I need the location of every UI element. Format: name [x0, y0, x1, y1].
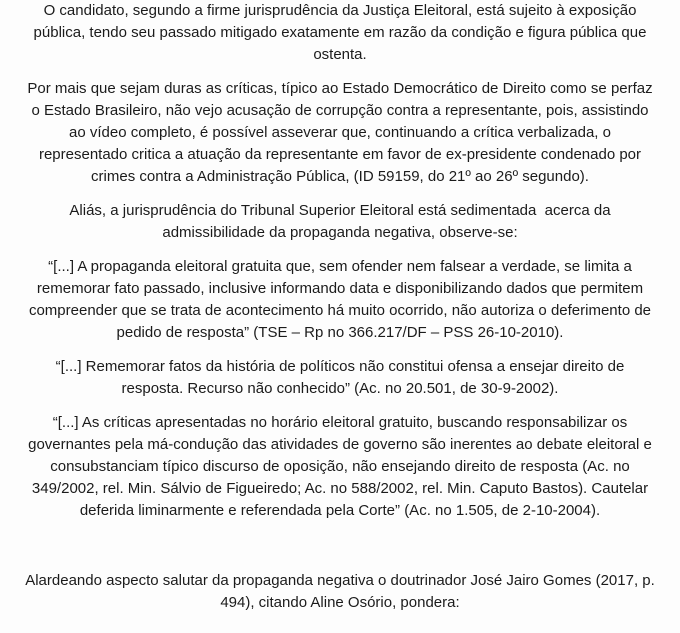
- paragraph: [20, 412, 660, 522]
- paragraph: [20, 570, 660, 614]
- text-line: resposta. Recurso não conhecido” (Ac. no 20.501, de 30-9-2002).: [121, 380, 559, 397]
- paragraph: [20, 78, 660, 188]
- paragraph: [20, 0, 660, 66]
- text-line: pública, tendo seu passado mitigado exatamente em razão da condição e figura pública que: [33, 24, 647, 41]
- text-line: o Estado Brasileiro, não vejo acusação de corrupção contra a representante, pois, assistindo: [31, 102, 649, 119]
- text-line: consubstanciam típico discurso de oposição, não ensejando direito de resposta (Ac. no: [50, 458, 630, 475]
- text-line: O candidato, segundo a firme jurisprudência da Justiça Eleitoral, está sujeito à exposição: [43, 2, 637, 19]
- text-line: “[...] Rememorar fatos da história de políticos não constitui ofensa a ensejar direito de: [55, 358, 625, 375]
- text-line: compreender que se trata de acontecimento há muito ocorrido, não autoriza o deferimento de: [28, 302, 652, 319]
- text-line: ao vídeo completo, é possível asseverar que, continuando a crítica verbalizada, o: [69, 124, 611, 141]
- paragraph: [20, 200, 660, 244]
- text-line: ostenta.: [313, 46, 367, 63]
- text-line: rememorar fato passado, inclusive informando data e disponibilizando dados que permitem: [36, 280, 644, 297]
- text-line: “[...] As críticas apresentadas no horário eleitoral gratuito, buscando responsabilizar os: [52, 414, 628, 431]
- text-line: deferida liminarmente e referendada pela Corte” (Ac. no 1.505, de 2-10-2004).: [79, 502, 601, 519]
- text-line: Alardeando aspecto salutar da propaganda negativa o doutrinador José Jairo Gomes (2017, p.: [25, 572, 655, 589]
- text-line: crimes contra a Administração Pública, (ID 59159, do 21º ao 26º segundo).: [91, 168, 589, 185]
- text-line: governantes pela má-condução das atividades de governo são inerentes ao debate eleitoral e: [28, 436, 652, 453]
- paragraph: [20, 356, 660, 400]
- text-line: 494), citando Aline Osório, pondera:: [220, 594, 460, 611]
- text-line: “[...] A propaganda eleitoral gratuita que, sem ofender nem falsear a verdade, se limita a: [48, 258, 632, 275]
- text-line: admissibilidade da propaganda negativa, observe-se:: [162, 224, 518, 241]
- text-line: 349/2002, rel. Min. Sálvio de Figueiredo; Ac. no 588/2002, rel. Min. Caputo Bastos). Cautelar: [31, 480, 649, 497]
- text-line: Aliás, a jurisprudência do Tribunal Superior Eleitoral está sedimentada acerca da: [69, 202, 611, 219]
- paragraph: [20, 256, 660, 344]
- text-line: Por mais que sejam duras as críticas, típico ao Estado Democrático de Direito como se perfaz: [27, 80, 653, 97]
- text-line: pedido de resposta” (TSE – Rp no 366.217/DF – PSS 26-10-2010).: [116, 324, 564, 341]
- text-line: representado critica a atuação da representante em favor de ex-presidente condenado por: [38, 146, 642, 163]
